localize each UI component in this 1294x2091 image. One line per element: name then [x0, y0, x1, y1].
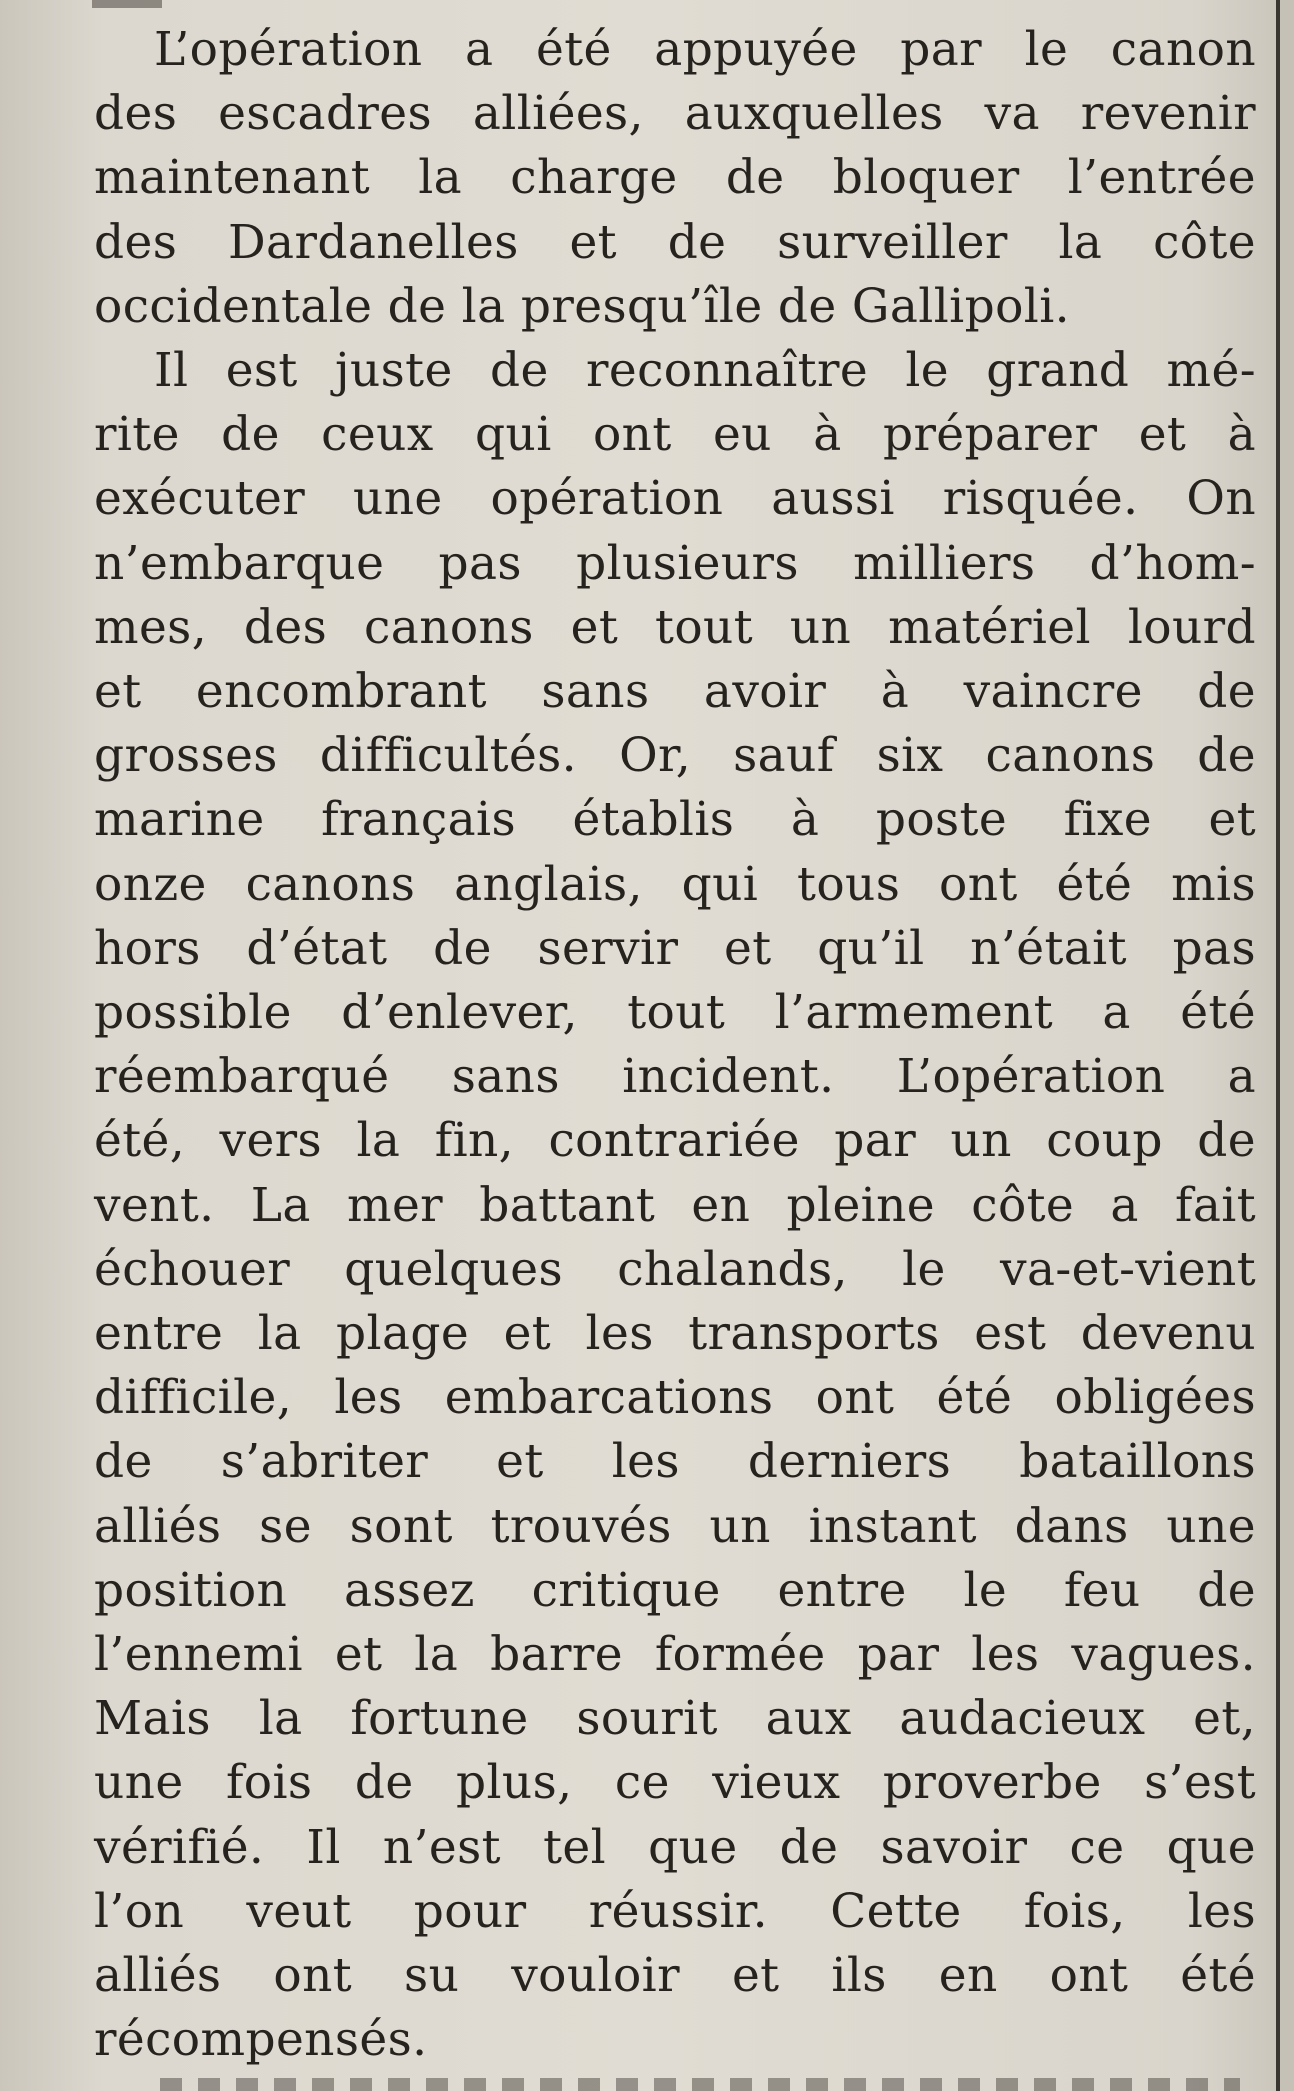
text-line: des escadres alliées, auxquelles va revenir: [94, 86, 1256, 142]
text-line: exécuter une opération aussi risquée. On: [94, 471, 1256, 527]
text-line: hors d’état de servir et qu’il n’était pas: [94, 920, 1256, 976]
text-line: Il est juste de reconnaître le grand mé-: [154, 343, 1256, 399]
text-line: rite de ceux qui ont eu à préparer et à: [94, 407, 1256, 463]
text-line: réembarqué sans incident. L’opération a: [94, 1049, 1256, 1105]
text-line: entre la plage et les transports est devenu: [94, 1306, 1256, 1362]
text-line: onze canons anglais, qui tous ont été mis: [94, 856, 1256, 912]
text-line: l’ennemi et la barre formée par les vagues.: [94, 1627, 1256, 1683]
paragraph-operation-support: [94, 18, 1256, 339]
text-line: une fois de plus, ce vieux proverbe s’est: [94, 1755, 1256, 1811]
text-line: difficile, les embarcations ont été obligées: [94, 1370, 1256, 1426]
text-line: Mais la fortune sourit aux audacieux et,: [94, 1691, 1256, 1747]
text-line: l’on veut pour réussir. Cette fois, les: [94, 1883, 1256, 1939]
text-line: et encombrant sans avoir à vaincre de: [94, 664, 1256, 720]
text-line: mes, des canons et tout un matériel lourd: [94, 599, 1256, 655]
text-line: vent. La mer battant en pleine côte a fait: [94, 1177, 1256, 1233]
cropped-next-line: [160, 2078, 1240, 2091]
text-line: de s’abriter et les derniers bataillons: [94, 1434, 1256, 1490]
text-line: L’opération a été appuyée par le canon: [154, 22, 1256, 77]
paragraph-embarkation-merit: [94, 339, 1256, 2072]
text-line: des Dardanelles et de surveiller la côte: [94, 214, 1256, 270]
text-line: n’embarque pas plusieurs milliers d’hom-: [94, 535, 1256, 591]
text-line: vérifié. Il n’est tel que de savoir ce que: [94, 1819, 1256, 1875]
text-line: possible d’enlever, tout l’armement a été: [94, 985, 1256, 1041]
text-line: été, vers la fin, contrariée par un coup de: [94, 1113, 1256, 1169]
text-line: grosses difficultés. Or, sauf six canons de: [94, 728, 1256, 784]
text-line: occidentale de la presqu’île de Gallipoli.: [94, 278, 1070, 334]
text-line: échouer quelques chalands, le va-et-vient: [94, 1241, 1256, 1297]
right-margin: [1280, 0, 1294, 2091]
text-line: marine français établis à poste fixe et: [94, 792, 1256, 848]
text-line: alliés ont su vouloir et ils en ont été: [94, 1948, 1256, 2004]
article-column: [94, 18, 1256, 2073]
text-line: alliés se sont trouvés un instant dans une: [94, 1498, 1256, 1554]
text-line: position assez critique entre le feu de: [94, 1562, 1256, 1618]
cropped-previous-line: [92, 0, 162, 8]
text-line: récompensés.: [94, 2012, 428, 2068]
text-line: maintenant la charge de bloquer l’entrée: [94, 150, 1256, 206]
